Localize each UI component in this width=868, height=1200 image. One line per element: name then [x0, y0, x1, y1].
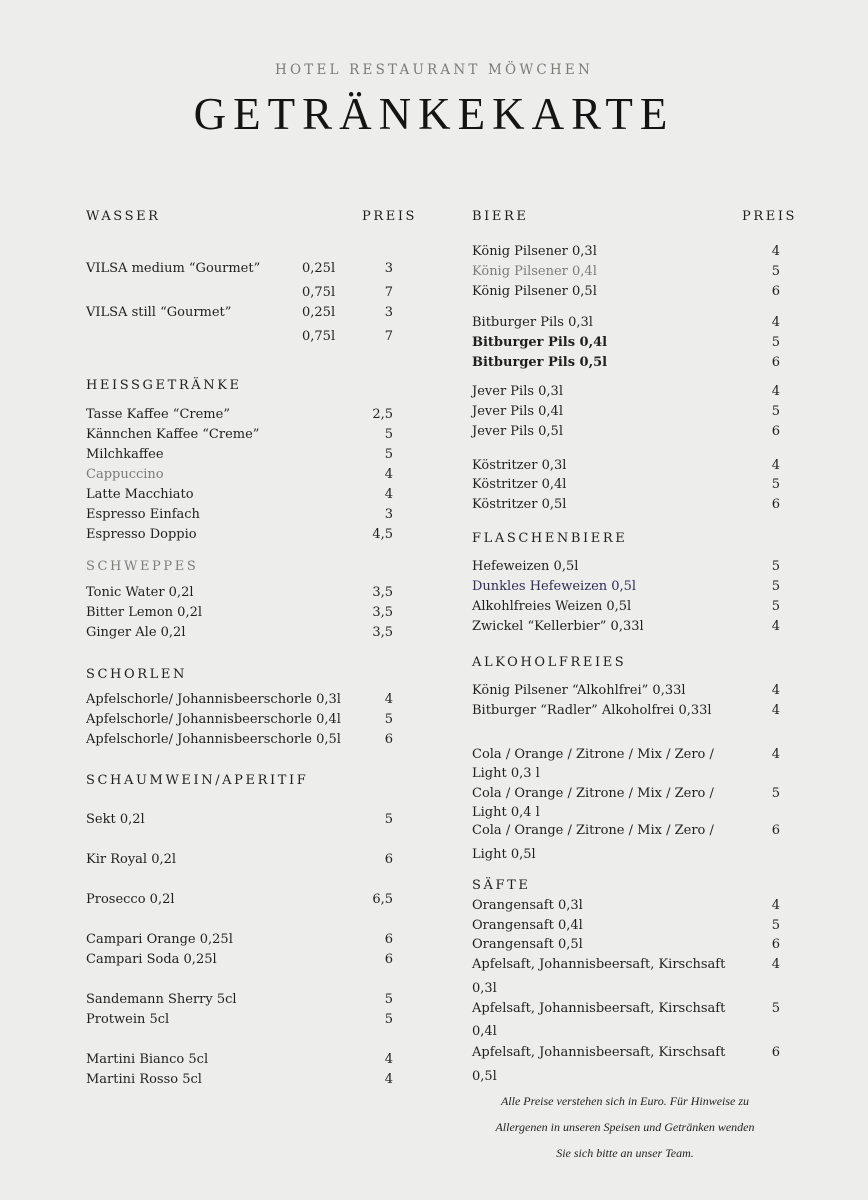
item-price: 4	[384, 487, 393, 502]
item-price: 5	[384, 427, 393, 442]
section-wasser-heading: WASSER	[86, 209, 161, 224]
menu-item: Apfelschorle/ Johannisbeerschorle 0,4l	[86, 712, 341, 727]
item-price: 5	[771, 477, 780, 492]
item-price: 2,5	[372, 407, 393, 422]
menu-item: König Pilsener 0,3l	[472, 244, 597, 259]
menu-item-size: 0,5l	[472, 1069, 497, 1084]
item-price: 5	[771, 1001, 780, 1016]
item-size: 0,75l	[302, 285, 336, 300]
item-price: 6	[384, 952, 393, 967]
item-price: 4	[384, 692, 393, 707]
item-price: 6	[384, 932, 393, 947]
menu-item: Apfelsaft, Johannisbeersaft, Kirschsaft	[472, 1001, 726, 1016]
item-price: 7	[384, 285, 393, 300]
menu-item: Cola / Orange / Zitrone / Mix / Zero /	[472, 747, 714, 762]
item-price: 5	[384, 712, 393, 727]
menu-item: Hefeweizen 0,5l	[472, 559, 579, 574]
menu-item: Dunkles Hefeweizen 0,5l	[472, 579, 637, 594]
item-price: 4	[384, 1052, 393, 1067]
item-price: 5	[771, 786, 780, 801]
section-biere-heading: BIERE	[472, 209, 529, 224]
menu-item: Martini Rosso 5cl	[86, 1072, 202, 1087]
menu-item: Bitburger Pils 0,5l	[472, 355, 608, 370]
menu-item: Prosecco 0,2l	[86, 892, 175, 907]
item-price: 4	[771, 957, 780, 972]
item-price: 6	[771, 823, 780, 838]
menu-item: Espresso Einfach	[86, 507, 200, 522]
item-price: 5	[771, 599, 780, 614]
item-price: 5	[771, 404, 780, 419]
hotel-name: HOTEL RESTAURANT MÖWCHEN	[275, 62, 593, 78]
menu-item: König Pilsener 0,5l	[472, 284, 597, 299]
menu-item: Cappuccino	[86, 467, 164, 482]
item-price: 4	[771, 315, 780, 330]
item-price: 6	[771, 937, 780, 952]
menu-item: Apfelsaft, Johannisbeersaft, Kirschsaft	[472, 957, 726, 972]
menu-item: VILSA still “Gourmet”	[86, 305, 232, 320]
menu-item: Cola / Orange / Zitrone / Mix / Zero /	[472, 786, 714, 801]
item-price: 4	[384, 1072, 393, 1087]
item-price: 7	[384, 329, 393, 344]
page-title: GETRÄNKEKARTE	[193, 89, 675, 139]
menu-item: Sandemann Sherry 5cl	[86, 992, 237, 1007]
menu-item: Espresso Doppio	[86, 527, 197, 542]
menu-item: Orangensaft 0,4l	[472, 918, 583, 933]
menu-item: Cola / Orange / Zitrone / Mix / Zero /	[472, 823, 714, 838]
menu-item: Apfelschorle/ Johannisbeerschorle 0,5l	[86, 732, 341, 747]
menu-item: Campari Soda 0,25l	[86, 952, 217, 967]
menu-item: Protwein 5cl	[86, 1012, 170, 1027]
menu-item-size: Light 0,3 l	[472, 766, 540, 781]
menu-item: Bitburger “Radler” Alkoholfrei 0,33l	[472, 703, 712, 718]
menu-item: Tonic Water 0,2l	[86, 585, 194, 600]
item-size: 0,25l	[302, 261, 336, 276]
menu-item: Bitburger Pils 0,3l	[472, 315, 593, 330]
item-price: 6	[771, 1045, 780, 1060]
menu-item-size: 0,4l	[472, 1024, 497, 1039]
item-price: 4	[771, 244, 780, 259]
item-price: 4	[771, 384, 780, 399]
menu-item: VILSA medium “Gourmet”	[86, 261, 261, 276]
menu-item: Martini Bianco 5cl	[86, 1052, 209, 1067]
section-heissgetraenke-heading: HEISSGETRÄNKE	[86, 378, 242, 393]
section-schweppes-heading: SCHWEPPES	[86, 559, 199, 574]
menu-item: Campari Orange 0,25l	[86, 932, 233, 947]
item-price: 4,5	[372, 527, 393, 542]
preis-heading-left: PREIS	[362, 209, 418, 224]
item-price: 5	[384, 812, 393, 827]
item-price: 6	[771, 497, 780, 512]
section-schorlen-heading: SCHORLEN	[86, 667, 187, 682]
menu-item: Bitter Lemon 0,2l	[86, 605, 203, 620]
menu-item: Latte Macchiato	[86, 487, 194, 502]
item-price: 3	[384, 261, 393, 276]
item-price: 4	[771, 703, 780, 718]
item-price: 5	[384, 1012, 393, 1027]
menu-item: Zwickel “Kellerbier” 0,33l	[472, 619, 644, 634]
item-price: 4	[771, 747, 780, 762]
section-flaschenbiere-heading: FLASCHENBIERE	[472, 531, 628, 546]
item-price: 5	[384, 447, 393, 462]
menu-item: Köstritzer 0,5l	[472, 497, 567, 512]
menu-item-size: 0,3l	[472, 981, 497, 996]
menu-item: Jever Pils 0,5l	[472, 424, 563, 439]
section-saefte-heading: SÄFTE	[472, 878, 531, 893]
menu-item: Kännchen Kaffee “Creme”	[86, 427, 260, 442]
item-price: 3,5	[372, 605, 393, 620]
menu-item-size: Light 0,4 l	[472, 805, 540, 820]
item-size: 0,25l	[302, 305, 336, 320]
section-alkoholfreies-heading: ALKOHOLFREIES	[472, 655, 627, 670]
item-price: 6	[771, 284, 780, 299]
menu-item: Milchkaffee	[86, 447, 164, 462]
menu-item: Köstritzer 0,4l	[472, 477, 567, 492]
item-price: 6	[771, 424, 780, 439]
item-price: 3,5	[372, 585, 393, 600]
menu-item: Ginger Ale 0,2l	[86, 625, 186, 640]
price-note-line: Allergenen in unseren Speisen und Getränken wenden	[495, 1120, 755, 1134]
item-price: 4	[771, 683, 780, 698]
price-note	[472, 1088, 778, 1166]
menu-item: Jever Pils 0,4l	[472, 404, 563, 419]
menu-item: Jever Pils 0,3l	[472, 384, 563, 399]
item-price: 4	[771, 458, 780, 473]
price-note-line: Alle Preise verstehen sich in Euro. Für Hinweise zu	[500, 1094, 750, 1108]
menu-item: König Pilsener “Alkohlfrei” 0,33l	[472, 683, 686, 698]
item-price: 5	[384, 992, 393, 1007]
menu-item: Köstritzer 0,3l	[472, 458, 567, 473]
menu-item-size: Light 0,5l	[472, 847, 536, 862]
item-price: 5	[771, 918, 780, 933]
item-price: 5	[771, 579, 780, 594]
menu-item: König Pilsener 0,4l	[472, 264, 597, 279]
menu-item: Orangensaft 0,5l	[472, 937, 583, 952]
item-price: 5	[771, 264, 780, 279]
menu-item: Apfelsaft, Johannisbeersaft, Kirschsaft	[472, 1045, 726, 1060]
preis-heading-right: PREIS	[742, 209, 798, 224]
item-price: 6,5	[372, 892, 393, 907]
item-price: 5	[771, 335, 780, 350]
item-price: 3,5	[372, 625, 393, 640]
item-price: 3	[384, 305, 393, 320]
item-price: 4	[384, 467, 393, 482]
item-price: 6	[384, 732, 393, 747]
menu-item: Orangensaft 0,3l	[472, 898, 583, 913]
item-price: 6	[771, 355, 780, 370]
item-price: 6	[384, 852, 393, 867]
item-price: 3	[384, 507, 393, 522]
menu-item: Bitburger Pils 0,4l	[472, 335, 608, 350]
section-schaumwein-heading: SCHAUMWEIN/APERITIF	[86, 773, 309, 788]
menu-item: Apfelschorle/ Johannisbeerschorle 0,3l	[86, 692, 341, 707]
menu-item: Sekt 0,2l	[86, 812, 145, 827]
menu-item: Alkohlfreies Weizen 0,5l	[472, 599, 632, 614]
item-size: 0,75l	[302, 329, 336, 344]
menu-item: Tasse Kaffee “Creme”	[86, 407, 230, 422]
item-price: 4	[771, 619, 780, 634]
item-price: 5	[771, 559, 780, 574]
price-note-line: Sie sich bitte an unser Team.	[556, 1146, 694, 1160]
item-price: 4	[771, 898, 780, 913]
menu-item: Kir Royal 0,2l	[86, 852, 177, 867]
